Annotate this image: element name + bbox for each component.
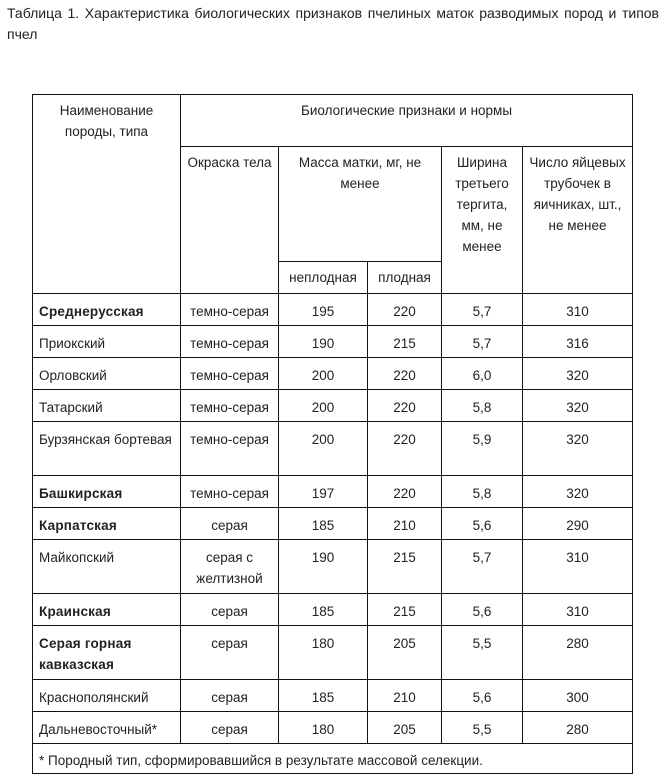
mass-unmated-cell: 200 — [279, 422, 368, 476]
body-color-cell: серая — [181, 680, 279, 712]
ovariole-count-cell: 290 — [523, 508, 633, 540]
mass-unmated-cell: 185 — [279, 508, 368, 540]
body-color-cell: серая — [181, 508, 279, 540]
breed-name-cell: Карпатская — [33, 508, 181, 540]
table-row — [33, 326, 633, 358]
mass-mated-cell: 210 — [368, 680, 442, 712]
body-color-cell: темно-серая — [181, 476, 279, 508]
table-row — [33, 626, 633, 680]
body-color-cell: серая — [181, 626, 279, 680]
body-color-cell: темно-серая — [181, 294, 279, 326]
breed-name-cell: Бурзянская бортевая — [33, 422, 181, 476]
table-row — [33, 508, 633, 540]
mass-mated-cell: 205 — [368, 626, 442, 680]
header-mass-unmated: неплодная — [279, 262, 368, 294]
body-color-cell: темно-серая — [181, 326, 279, 358]
header-queen-mass: Масса матки, мг, не менее — [279, 147, 442, 262]
tergite-width-cell: 6,0 — [442, 358, 523, 390]
tergite-width-cell: 5,7 — [442, 326, 523, 358]
breed-name-cell: Майкопский — [33, 540, 181, 594]
body-color-cell: серая — [181, 594, 279, 626]
bee-queen-traits-table — [32, 94, 633, 774]
breed-name-cell: Орловский — [33, 358, 181, 390]
mass-mated-cell: 215 — [368, 594, 442, 626]
mass-mated-cell: 215 — [368, 326, 442, 358]
mass-unmated-cell: 185 — [279, 594, 368, 626]
header-mass-mated: плодная — [368, 262, 442, 294]
mass-unmated-cell: 190 — [279, 326, 368, 358]
breed-name-cell: Башкирская — [33, 476, 181, 508]
mass-mated-cell: 210 — [368, 508, 442, 540]
ovariole-count-cell: 280 — [523, 712, 633, 744]
mass-mated-cell: 220 — [368, 390, 442, 422]
tergite-width-cell: 5,7 — [442, 540, 523, 594]
table-row — [33, 294, 633, 326]
tergite-width-cell: 5,5 — [442, 626, 523, 680]
breed-name-cell: Татарский — [33, 390, 181, 422]
mass-unmated-cell: 185 — [279, 680, 368, 712]
body-color-cell: темно-серая — [181, 390, 279, 422]
mass-mated-cell: 220 — [368, 294, 442, 326]
ovariole-count-cell: 320 — [523, 390, 633, 422]
table-row — [33, 712, 633, 744]
tergite-width-cell: 5,6 — [442, 594, 523, 626]
mass-unmated-cell: 195 — [279, 294, 368, 326]
mass-mated-cell: 220 — [368, 358, 442, 390]
header-tergite-width: Ширина третьего тергита, мм, не менее — [442, 147, 523, 294]
ovariole-count-cell: 310 — [523, 594, 633, 626]
mass-mated-cell: 220 — [368, 476, 442, 508]
ovariole-count-cell: 280 — [523, 626, 633, 680]
body-color-cell: серая — [181, 712, 279, 744]
breed-name-cell: Среднерусская — [33, 294, 181, 326]
breed-name-cell: Приокский — [33, 326, 181, 358]
body-color-cell: серая с желтизной — [181, 540, 279, 594]
breed-name-cell: Серая горная кавказская — [33, 626, 181, 680]
breed-name-cell: Краснополянский — [33, 680, 181, 712]
mass-unmated-cell: 180 — [279, 626, 368, 680]
header-body-color: Окраска тела — [181, 147, 279, 294]
breed-name-cell: Дальневосточный* — [33, 712, 181, 744]
ovariole-count-cell: 320 — [523, 422, 633, 476]
mass-mated-cell: 220 — [368, 422, 442, 476]
table-row — [33, 390, 633, 422]
tergite-width-cell: 5,8 — [442, 476, 523, 508]
header-biological-traits: Биологические признаки и нормы — [181, 95, 633, 147]
mass-mated-cell: 215 — [368, 540, 442, 594]
mass-unmated-cell: 180 — [279, 712, 368, 744]
ovariole-count-cell: 310 — [523, 294, 633, 326]
mass-unmated-cell: 190 — [279, 540, 368, 594]
breed-name-cell: Краинская — [33, 594, 181, 626]
mass-unmated-cell: 200 — [279, 358, 368, 390]
table-row — [33, 594, 633, 626]
tergite-width-cell: 5,7 — [442, 294, 523, 326]
footnote: * Породный тип, сформировавшийся в результате массовой селекции. — [33, 744, 633, 774]
table-row — [33, 680, 633, 712]
table-row — [33, 540, 633, 594]
ovariole-count-cell: 300 — [523, 680, 633, 712]
table-row — [33, 476, 633, 508]
table-row — [33, 358, 633, 390]
tergite-width-cell: 5,9 — [442, 422, 523, 476]
ovariole-count-cell: 320 — [523, 476, 633, 508]
header-ovariole-count: Число яйцевых трубочек в яичниках, шт., не менее — [523, 147, 633, 294]
tergite-width-cell: 5,6 — [442, 508, 523, 540]
header-breed-name: Наименование породы, типа — [33, 95, 181, 294]
ovariole-count-cell: 320 — [523, 358, 633, 390]
table-row — [33, 422, 633, 476]
body-color-cell: темно-серая — [181, 358, 279, 390]
mass-mated-cell: 205 — [368, 712, 442, 744]
mass-unmated-cell: 197 — [279, 476, 368, 508]
ovariole-count-cell: 310 — [523, 540, 633, 594]
table-caption: Таблица 1. Характеристика биологических признаков пчелиных маток разводимых пород и типов пчел — [7, 5, 659, 42]
body-color-cell: темно-серая — [181, 422, 279, 476]
mass-unmated-cell: 200 — [279, 390, 368, 422]
tergite-width-cell: 5,6 — [442, 680, 523, 712]
ovariole-count-cell: 316 — [523, 326, 633, 358]
tergite-width-cell: 5,5 — [442, 712, 523, 744]
tergite-width-cell: 5,8 — [442, 390, 523, 422]
